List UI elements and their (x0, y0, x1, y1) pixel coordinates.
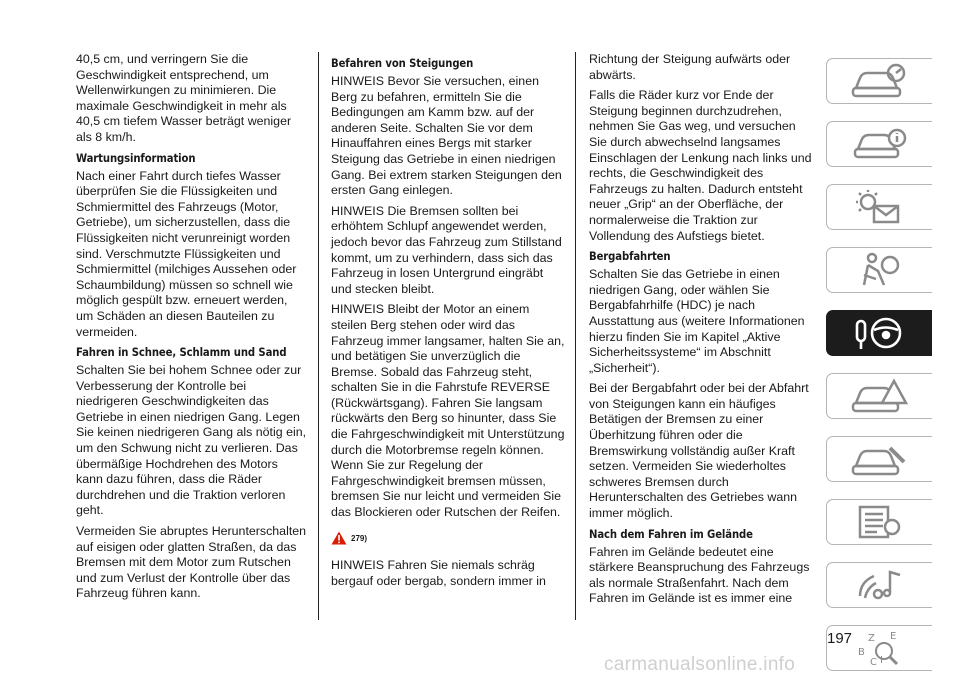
paragraph-direction: Richtung der Steigung aufwärts oder abwärts. (589, 52, 791, 82)
warning-reference (331, 531, 565, 547)
column-left (76, 52, 308, 607)
paragraph-maintenance: Nach einer Fahrt durch tiefes Wasser überprüfen Sie die Flüssigkeiten und Schmiermittel des Fahrzeugs (Motor, Getriebe), um sicherzustellen, dass die Flüssigkeiten nicht verunreinigt worden sind. Verschmutzte Flüssigkeiten und Schmiermittel (milchiges Aussehen oder Schaumbildung) müssen so schnell wie möglich gespült bzw. erneuert werden, um Schäden an diesen Bauteilen zu vermeiden. (76, 168, 297, 339)
tab-starting-driving[interactable] (826, 310, 932, 356)
car-emergency-icon (850, 377, 910, 415)
tab-vehicle-info[interactable] (826, 121, 932, 167)
column-divider-2 (575, 52, 576, 620)
paragraph-water-depth: 40,5 cm, und verringern Sie die Geschwindigkeit entsprechend, um Wellenwirkungen zu minimieren. Die maximale Geschwindigkeit in mehr als 40,5 cm tiefem Wasser beträgt weniger als 8 km/h. (76, 52, 292, 144)
tab-emergency[interactable] (826, 373, 932, 419)
tab-safety[interactable] (826, 247, 932, 293)
tab-warning-lights[interactable] (826, 184, 932, 230)
warning-reference-number: 279) (351, 533, 368, 543)
paragraph-hint-3: HINWEIS Bleibt der Motor an einem steilen Berg stehen oder wird das Fahrzeug immer langsamer, halten Sie an, und betätigen Sie unverzüglich die Bremse. Sobald das Fahrzeug steht, schalten Sie in die Fahrstufe REVERSE (Rückwärtsgang). Fahren Sie langsam rückwärts den Berg so hinunter, dass Sie die Fahrgeschwindigkeit mit Unterstützung durch die Motorbremse regeln können. Wenn Sie zur Regelung der Fahrgeschwindigkeit bremsen müssen, bremsen Sie nur leicht und vermeiden Sie das Blockieren oder Rutschen der Reifen. (331, 302, 565, 520)
paragraph-snow-2: Vermeiden Sie abruptes Herunterschalten auf eisigen oder glatten Straßen, da das Bremsen mit dem Motor zum Rutschen und zum Verlust der Kontrolle über das Fahrzeug führen kann. (76, 524, 307, 601)
svg-text:C: C (869, 657, 877, 667)
airbag-safety-icon (850, 251, 910, 289)
column-middle (331, 52, 565, 594)
svg-text:I: I (879, 655, 883, 666)
paragraph-wheels-spin: Falls die Räder kurz vor Ende der Steigung beginnen durchzudrehen, nehmen Sie Gas weg, und versuchen Sie durch abwechselnd langsames Einschlagen der Lenkung nach links und rechts, die Geschwindigkeit des Fahrzeugs zu halten. Dadurch entsteht neuer „Grip“ an der Oberfläche, der normalerweise die Traktion zur Vollendung des Aufstiegs bietet. (589, 88, 812, 243)
paragraph-after-offroad: Fahren im Gelände bedeutet eine stärkere Beanspruchung des Fahrzeugs als normale Straßenfahrt. Nach dem Fahren im Gelände ist es immer eine (589, 544, 810, 606)
svg-text:E: E (889, 631, 896, 642)
heading-after-offroad: Nach dem Fahren im Gelände (589, 527, 753, 541)
multimedia-icon (850, 566, 910, 604)
key-steering-wheel-icon (850, 314, 910, 352)
heading-downhill: Bergabfahrten (589, 250, 671, 264)
watermark: carmanualsonline.info (604, 654, 796, 675)
tab-dashboard[interactable] (826, 58, 932, 104)
svg-text:B: B (857, 647, 865, 658)
column-right (589, 52, 813, 612)
car-dashboard-icon (850, 62, 910, 100)
heading-hills: Befahren von Steigungen (331, 57, 474, 70)
tab-multimedia[interactable] (826, 562, 932, 608)
paragraph-hint-2: HINWEIS Die Bremsen sollten bei erhöhtem Schlupf angewendet werden, jedoch bevor das Fahrzeug zum Stillstand kommt, um zu verhindern, dass sich das Fahrzeug in losen Untergrund eingräbt und stecken bleibt. (331, 203, 562, 296)
paragraph-downhill-2: Bei der Bergabfahrt oder bei der Abfahrt von Steigungen kann ein häufiges Betätigen der Bremsen zu einer Überhitzung führen oder die Bremswirkung vollständig außer Kraft setzen. Vermeiden Sie wiederholtes schweres Bremsen durch Herunterschalten des Getriebes wann immer möglich. (589, 381, 809, 521)
page-number: 197 (827, 630, 853, 647)
paragraph-downhill-1: Schalten Sie das Getriebe in einen niedrigen Gang, oder wählen Sie Bergabfahrhilfe (HDC) je nach Ausstattung aus (weitere Informationen hierzu finden Sie im Kapitel „Aktive Sicherheitssysteme“ im Abschnitt „Sicherheit“). (589, 267, 805, 375)
tab-service[interactable] (826, 436, 932, 482)
svg-text:Z: Z (867, 633, 875, 644)
technical-data-icon (850, 503, 910, 541)
car-info-icon (850, 125, 910, 163)
column-divider-1 (318, 52, 319, 620)
paragraph-hint-1: HINWEIS Bevor Sie versuchen, einen Berg zu befahren, ermitteln Sie die Bedingungen am Kamm bzw. auf der anderen Seite. Schalten Sie vor dem Hinauffahren eines Bergs mit starker Steigung das Getriebe in einen niedrigen Gang. Bei extrem starken Steigungen den ersten Gang einlegen. (331, 74, 562, 198)
paragraph-hint-4: HINWEIS Fahren Sie niemals schräg bergauf oder bergab, sondern immer in (331, 558, 546, 588)
paragraph-snow-1: Schalten Sie bei hohem Schnee oder zur Verbesserung der Kontrolle bei niedrigeren Geschwindigkeiten das Getriebe in einen niedrigen Gang. Legen Sie keinen niedrigeren Gang als nötig ein, um den Schwung nicht zu verlieren. Das übermäßige Hochdrehen des Motors kann dazu führen, dass die Räder durchdrehen und die Traktion verloren geht. (76, 363, 307, 518)
chapter-tabs (826, 58, 936, 688)
warning-light-message-icon (850, 188, 910, 226)
index-abc-icon (850, 629, 910, 667)
heading-maintenance: Wartungsinformation (76, 151, 196, 165)
warning-triangle-icon (331, 531, 347, 545)
tab-technical-data[interactable] (826, 499, 932, 545)
car-service-icon (850, 440, 910, 478)
heading-snow-mud-sand: Fahren in Schnee, Schlamm und Sand (76, 346, 287, 360)
